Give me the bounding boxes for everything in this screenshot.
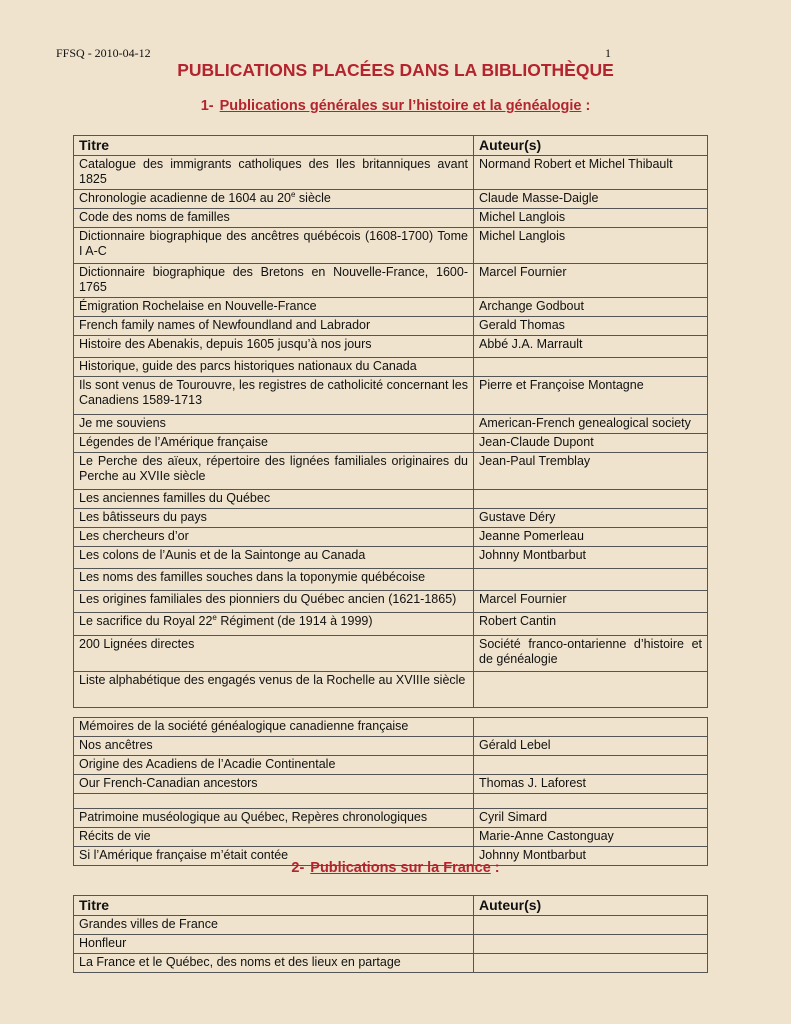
title-cell: Our French-Canadian ancestors [74, 775, 474, 794]
title-cell: Code des noms de familles [74, 209, 474, 228]
header-date: FFSQ - 2010-04-12 [56, 46, 151, 60]
author-cell: Claude Masse-Daigle [474, 190, 708, 209]
title-cell: Liste alphabétique des engagés venus de la Rochelle au XVIIIe siècle [74, 672, 474, 708]
author-cell: Société franco-ontarienne d’histoire et de généalogie [474, 636, 708, 672]
table-row [74, 954, 708, 973]
title-cell: Le Perche des aïeux, répertoire des lignées familiales originaires du Perche au XVIIe siècle [74, 453, 474, 490]
table-row [74, 828, 708, 847]
section-2-colon: : [494, 860, 500, 876]
table-row [74, 569, 708, 591]
title-cell: Histoire des Abenakis, depuis 1605 jusqu’à nos jours [74, 336, 474, 358]
title-cell: La France et le Québec, des noms et des lieux en partage [74, 954, 474, 973]
author-cell: Normand Robert et Michel Thibault [474, 156, 708, 190]
title-text: Chronologie acadienne de 1604 au 20 [79, 191, 291, 205]
table-row [74, 935, 708, 954]
table-row [74, 794, 708, 809]
author-cell: Robert Cantin [474, 613, 708, 636]
title-cell: Les chercheurs d’or [74, 528, 474, 547]
table-row [74, 509, 708, 528]
page-number: 1 [605, 46, 611, 60]
title-cell: Grandes villes de France [74, 916, 474, 935]
author-cell: Abbé J.A. Marrault [474, 336, 708, 358]
table-row [74, 490, 708, 509]
author-cell: Marcel Fournier [474, 264, 708, 298]
author-cell: Michel Langlois [474, 209, 708, 228]
column-header-title: Titre [74, 896, 474, 916]
title-cell: 200 Lignées directes [74, 636, 474, 672]
author-cell [474, 916, 708, 935]
table-row [74, 317, 708, 336]
title-cell: Les colons de l’Aunis et de la Saintonge au Canada [74, 547, 474, 569]
author-cell [474, 935, 708, 954]
table-row [74, 672, 708, 708]
table-row [74, 775, 708, 794]
author-cell: Gérald Lebel [474, 737, 708, 756]
author-cell: Jeanne Pomerleau [474, 528, 708, 547]
title-cell: Patrimoine muséologique au Québec, Repères chronologiques [74, 809, 474, 828]
general-publications-table-continued [73, 717, 708, 866]
title-cell: Récits de vie [74, 828, 474, 847]
author-cell [474, 954, 708, 973]
title-cell: Nos ancêtres [74, 737, 474, 756]
author-cell: American-French genealogical society [474, 415, 708, 434]
title-cell [74, 794, 474, 809]
title-cell: Historique, guide des parcs historiques nationaux du Canada [74, 358, 474, 377]
author-cell: Pierre et Françoise Montagne [474, 377, 708, 415]
title-cell [74, 613, 474, 636]
table-row [74, 737, 708, 756]
table-row [74, 434, 708, 453]
title-cell: Ils sont venus de Tourouvre, les registres de catholicité concernant les Canadiens 1589-1713 [74, 377, 474, 415]
table-row [74, 264, 708, 298]
table-row [74, 613, 708, 636]
title-cell: Je me souviens [74, 415, 474, 434]
title-text: Régiment (de 1914 à 1999) [216, 614, 373, 628]
column-header-title: Titre [74, 136, 474, 156]
title-cell: Émigration Rochelaise en Nouvelle-France [74, 298, 474, 317]
france-publications-table [73, 895, 708, 973]
author-cell [474, 794, 708, 809]
title-cell: Les origines familiales des pionniers du Québec ancien (1621-1865) [74, 591, 474, 613]
title-cell: Les noms des familles souches dans la toponymie québécoise [74, 569, 474, 591]
table-row [74, 377, 708, 415]
title-cell: Honfleur [74, 935, 474, 954]
table-row [74, 209, 708, 228]
title-cell: Les bâtisseurs du pays [74, 509, 474, 528]
table-row [74, 358, 708, 377]
column-header-author: Auteur(s) [474, 896, 708, 916]
author-cell [474, 490, 708, 509]
author-cell: Jean-Claude Dupont [474, 434, 708, 453]
author-cell [474, 672, 708, 708]
table-row [74, 916, 708, 935]
author-cell: Gustave Déry [474, 509, 708, 528]
author-cell [474, 756, 708, 775]
author-cell: Cyril Simard [474, 809, 708, 828]
table-row [74, 547, 708, 569]
title-cell: Mémoires de la société généalogique canadienne française [74, 718, 474, 737]
title-cell: Les anciennes familles du Québec [74, 490, 474, 509]
author-cell: Jean-Paul Tremblay [474, 453, 708, 490]
column-header-author: Auteur(s) [474, 136, 708, 156]
author-cell [474, 358, 708, 377]
section-1-heading [0, 98, 791, 114]
table-row [74, 190, 708, 209]
table-row [74, 756, 708, 775]
section-1-title: Publications générales sur l’histoire et la généalogie [219, 98, 582, 114]
table-row [74, 336, 708, 358]
author-cell: Marcel Fournier [474, 591, 708, 613]
title-superscript: e [212, 612, 217, 622]
title-cell: Si l’Amérique française m’était contée [74, 847, 474, 866]
table-row [74, 453, 708, 490]
title-cell: Dictionnaire biographique des Bretons en Nouvelle-France, 1600-1765 [74, 264, 474, 298]
author-cell: Johnny Montbarbut [474, 847, 708, 866]
title-text: Le sacrifice du Royal 22 [79, 614, 213, 628]
author-cell: Johnny Montbarbut [474, 547, 708, 569]
title-superscript: e [290, 189, 296, 199]
title-cell: Catalogue des immigrants catholiques des Iles britanniques avant 1825 [74, 156, 474, 190]
title-cell: Légendes de l’Amérique française [74, 434, 474, 453]
section-2-heading [0, 860, 791, 876]
section-2-number: 2- [291, 860, 305, 876]
section-2-title: Publications sur la France [310, 860, 491, 876]
table-row [74, 809, 708, 828]
author-cell [474, 569, 708, 591]
table-row [74, 528, 708, 547]
author-cell: Marie-Anne Castonguay [474, 828, 708, 847]
author-cell: Michel Langlois [474, 228, 708, 264]
section-1-number: 1- [200, 98, 214, 114]
author-cell: Archange Godbout [474, 298, 708, 317]
title-cell: French family names of Newfoundland and Labrador [74, 317, 474, 336]
title-cell [74, 190, 474, 209]
table-header-row [74, 896, 708, 916]
author-cell [474, 718, 708, 737]
title-text: siècle [295, 191, 331, 205]
title-cell: Dictionnaire biographique des ancêtres québécois (1608-1700) Tome I A-C [74, 228, 474, 264]
table-header-row [74, 136, 708, 156]
table-row [74, 636, 708, 672]
author-cell: Thomas J. Laforest [474, 775, 708, 794]
page-title: PUBLICATIONS PLACÉES DANS LA BIBLIOTHÈQUE [177, 60, 614, 80]
table-row [74, 718, 708, 737]
table-row [74, 156, 708, 190]
title-cell: Origine des Acadiens de l’Acadie Continentale [74, 756, 474, 775]
table-row [74, 228, 708, 264]
table-row [74, 591, 708, 613]
table-row [74, 415, 708, 434]
author-cell: Gerald Thomas [474, 317, 708, 336]
section-1-colon: : [585, 98, 591, 114]
general-publications-table [73, 135, 708, 708]
table-row [74, 298, 708, 317]
